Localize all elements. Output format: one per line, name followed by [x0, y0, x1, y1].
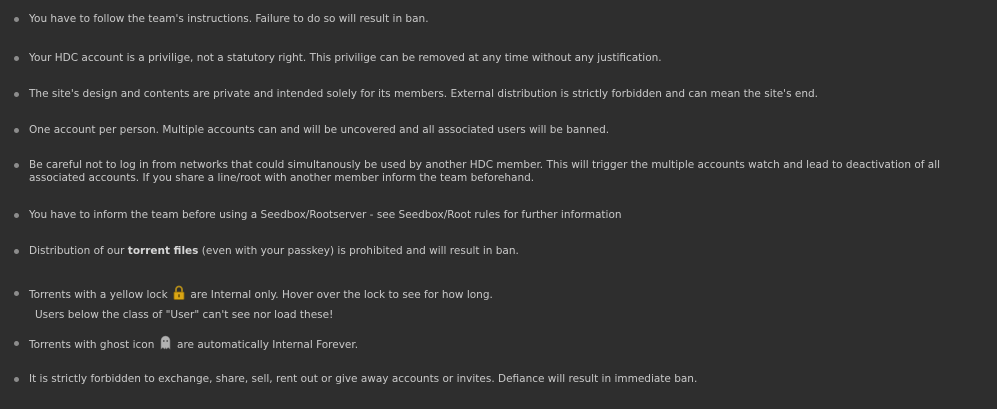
bullet [14, 249, 19, 254]
rule-text-after: are automatically Internal Forever. [173, 339, 359, 351]
torrent-files-emphasis: torrent files [127, 245, 199, 257]
rule-text-after: are Internal only. Hover over the lock to see for how long. [187, 289, 493, 301]
rule-text-after: (even with your passkey) is prohibited and will result in ban. [198, 245, 519, 257]
rule-text: The site's design and contents are private and intended solely for its members. External distribution is strictly forbidden and can mean the site's end. [29, 88, 818, 100]
bullet [14, 56, 19, 61]
rule-text: You have to inform the team before using a Seedbox/Rootserver - see Seedbox/Root rules for further information [29, 209, 622, 221]
bullet [14, 163, 19, 168]
bullet [14, 17, 19, 22]
rule-text: Your HDC account is a privilige, not a statutory right. This privilige can be removed at any time without any justification. [29, 52, 662, 64]
rule-text-before: Torrents with ghost icon [29, 339, 158, 351]
bullet [14, 128, 19, 133]
bullet [14, 341, 19, 346]
rule-text: Be careful not to log in from networks that could simultanously be used by another HDC member. This will trigger the multiple accounts watch and lead to deactivation of all associated accounts. If you share a line/root with another member inform the team beforehand. [29, 159, 941, 184]
bullet [14, 291, 19, 296]
rule-text-before: Distribution of our [29, 245, 128, 257]
bullet [14, 213, 19, 218]
bullet [14, 377, 19, 382]
rule-text [29, 285, 981, 302]
rule-text: One account per person. Multiple accounts can and will be uncovered and all associated users will be banned. [29, 124, 610, 136]
rule-text-before: Torrents with a yellow lock [29, 289, 172, 301]
bullet [14, 92, 19, 97]
ghost-icon [160, 335, 171, 350]
rule-text [29, 245, 981, 258]
rule-text [29, 335, 981, 352]
rule-text: You have to follow the team's instructions. Failure to do so will result in ban. [29, 13, 429, 25]
internal-class-note: Users below the class of "User" can't see nor load these! [35, 309, 334, 321]
rule-text: It is strictly forbidden to exchange, share, sell, rent out or give away accounts or invites. Defiance will result in immediate ban. [29, 373, 698, 385]
yellow-lock-icon[interactable] [173, 285, 185, 300]
